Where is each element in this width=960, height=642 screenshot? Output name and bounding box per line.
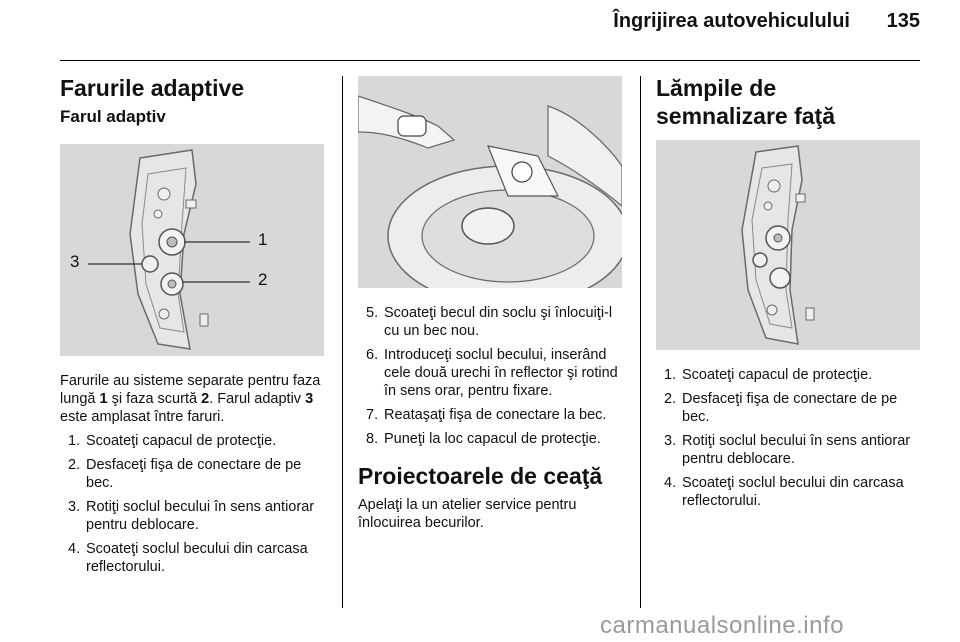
step-text: Desfaceţi fişa de conectare de pe bec. — [682, 391, 898, 425]
step-number: 1. — [664, 367, 677, 383]
list-item — [656, 390, 926, 426]
intro-ref-2: 2 — [201, 391, 210, 407]
column-bulb-replacement — [358, 74, 628, 532]
section-body: Apelaţi la un atelier service pentru înlocuirea becurilor. — [358, 497, 577, 531]
steps-list — [60, 432, 330, 576]
step-number: 7. — [366, 407, 379, 423]
headlight-rear-illustration — [60, 144, 324, 356]
column-divider — [640, 76, 641, 608]
step-number: 4. — [664, 475, 677, 491]
bulb-socket-figure — [358, 76, 622, 288]
intro-paragraph — [60, 372, 330, 426]
step-text: Reataşaţi fişa de conectare la bec. — [384, 407, 607, 423]
section-subheading: Farul adaptiv — [60, 107, 166, 126]
step-text: Desfaceţi fişa de conectare de pe bec. — [86, 457, 302, 491]
intro-ref-1: 1 — [99, 391, 108, 407]
step-number: 1. — [68, 433, 81, 449]
list-item — [656, 366, 926, 384]
step-text: Rotiţi soclul becului în sens antiorar pentru deblocare. — [86, 499, 315, 533]
list-item — [656, 474, 926, 510]
column-front-turn-signals — [656, 74, 926, 516]
list-item — [60, 540, 330, 576]
step-number: 5. — [366, 305, 379, 321]
adaptive-headlight-figure — [60, 144, 324, 356]
steps-list — [358, 304, 628, 448]
step-number: 2. — [68, 457, 81, 473]
list-item — [60, 456, 330, 492]
list-item — [358, 430, 628, 448]
list-item — [358, 304, 628, 340]
step-text: Puneţi la loc capacul de protecţie. — [384, 431, 601, 447]
step-text: Scoateţi capacul de protecţie. — [682, 367, 873, 383]
section-heading: Proiectoarele de ceaţă — [358, 463, 603, 489]
page-header-title: Îngrijirea autovehiculului — [613, 10, 850, 32]
step-number: 3. — [664, 433, 677, 449]
intro-ref-3: 3 — [305, 391, 314, 407]
step-text: Introduceţi soclul becului, inserând cele două urechi în reflector şi rotind în sens orar, pentru fixare. — [384, 347, 618, 399]
callout-2: 2 — [258, 270, 268, 289]
section-heading: Lămpile de semnalizare faţă — [656, 75, 835, 129]
intro-text: este amplasat între faruri. — [60, 409, 225, 425]
list-item — [358, 406, 628, 424]
steps-list — [656, 366, 926, 510]
step-number: 2. — [664, 391, 677, 407]
page-number: 135 — [886, 10, 920, 32]
column-divider — [342, 76, 343, 608]
step-text: Scoateţi becul din soclu şi înlocuiţi-l cu un bec nou. — [384, 305, 613, 339]
watermark: carmanualsonline.info — [600, 612, 844, 639]
step-text: Scoateţi soclul becului din carcasa reflectorului. — [86, 541, 308, 575]
step-text: Scoateţi capacul de protecţie. — [86, 433, 277, 449]
list-item — [358, 346, 628, 400]
step-number: 4. — [68, 541, 81, 557]
list-item — [656, 432, 926, 468]
header-rule — [60, 60, 920, 61]
step-number: 6. — [366, 347, 379, 363]
step-number: 3. — [68, 499, 81, 515]
bulb-socket-illustration — [358, 76, 622, 288]
list-item — [60, 432, 330, 450]
turn-signal-figure — [656, 140, 920, 350]
callout-3: 3 — [70, 252, 80, 271]
list-item — [60, 498, 330, 534]
step-text: Rotiţi soclul becului în sens antiorar pentru deblocare. — [682, 433, 911, 467]
step-text: Scoateţi soclul becului din carcasa reflectorului. — [682, 475, 904, 509]
section-heading: Farurile adaptive — [60, 75, 245, 101]
intro-text: şi faza scurtă — [107, 391, 202, 407]
turn-signal-illustration — [656, 140, 920, 350]
intro-text: Farurile au sisteme separate pentru faza lungă — [60, 373, 321, 407]
intro-text: . Farul adaptiv — [209, 391, 306, 407]
column-adaptive-headlights — [60, 74, 330, 582]
step-number: 8. — [366, 431, 379, 447]
callout-1: 1 — [258, 230, 268, 249]
